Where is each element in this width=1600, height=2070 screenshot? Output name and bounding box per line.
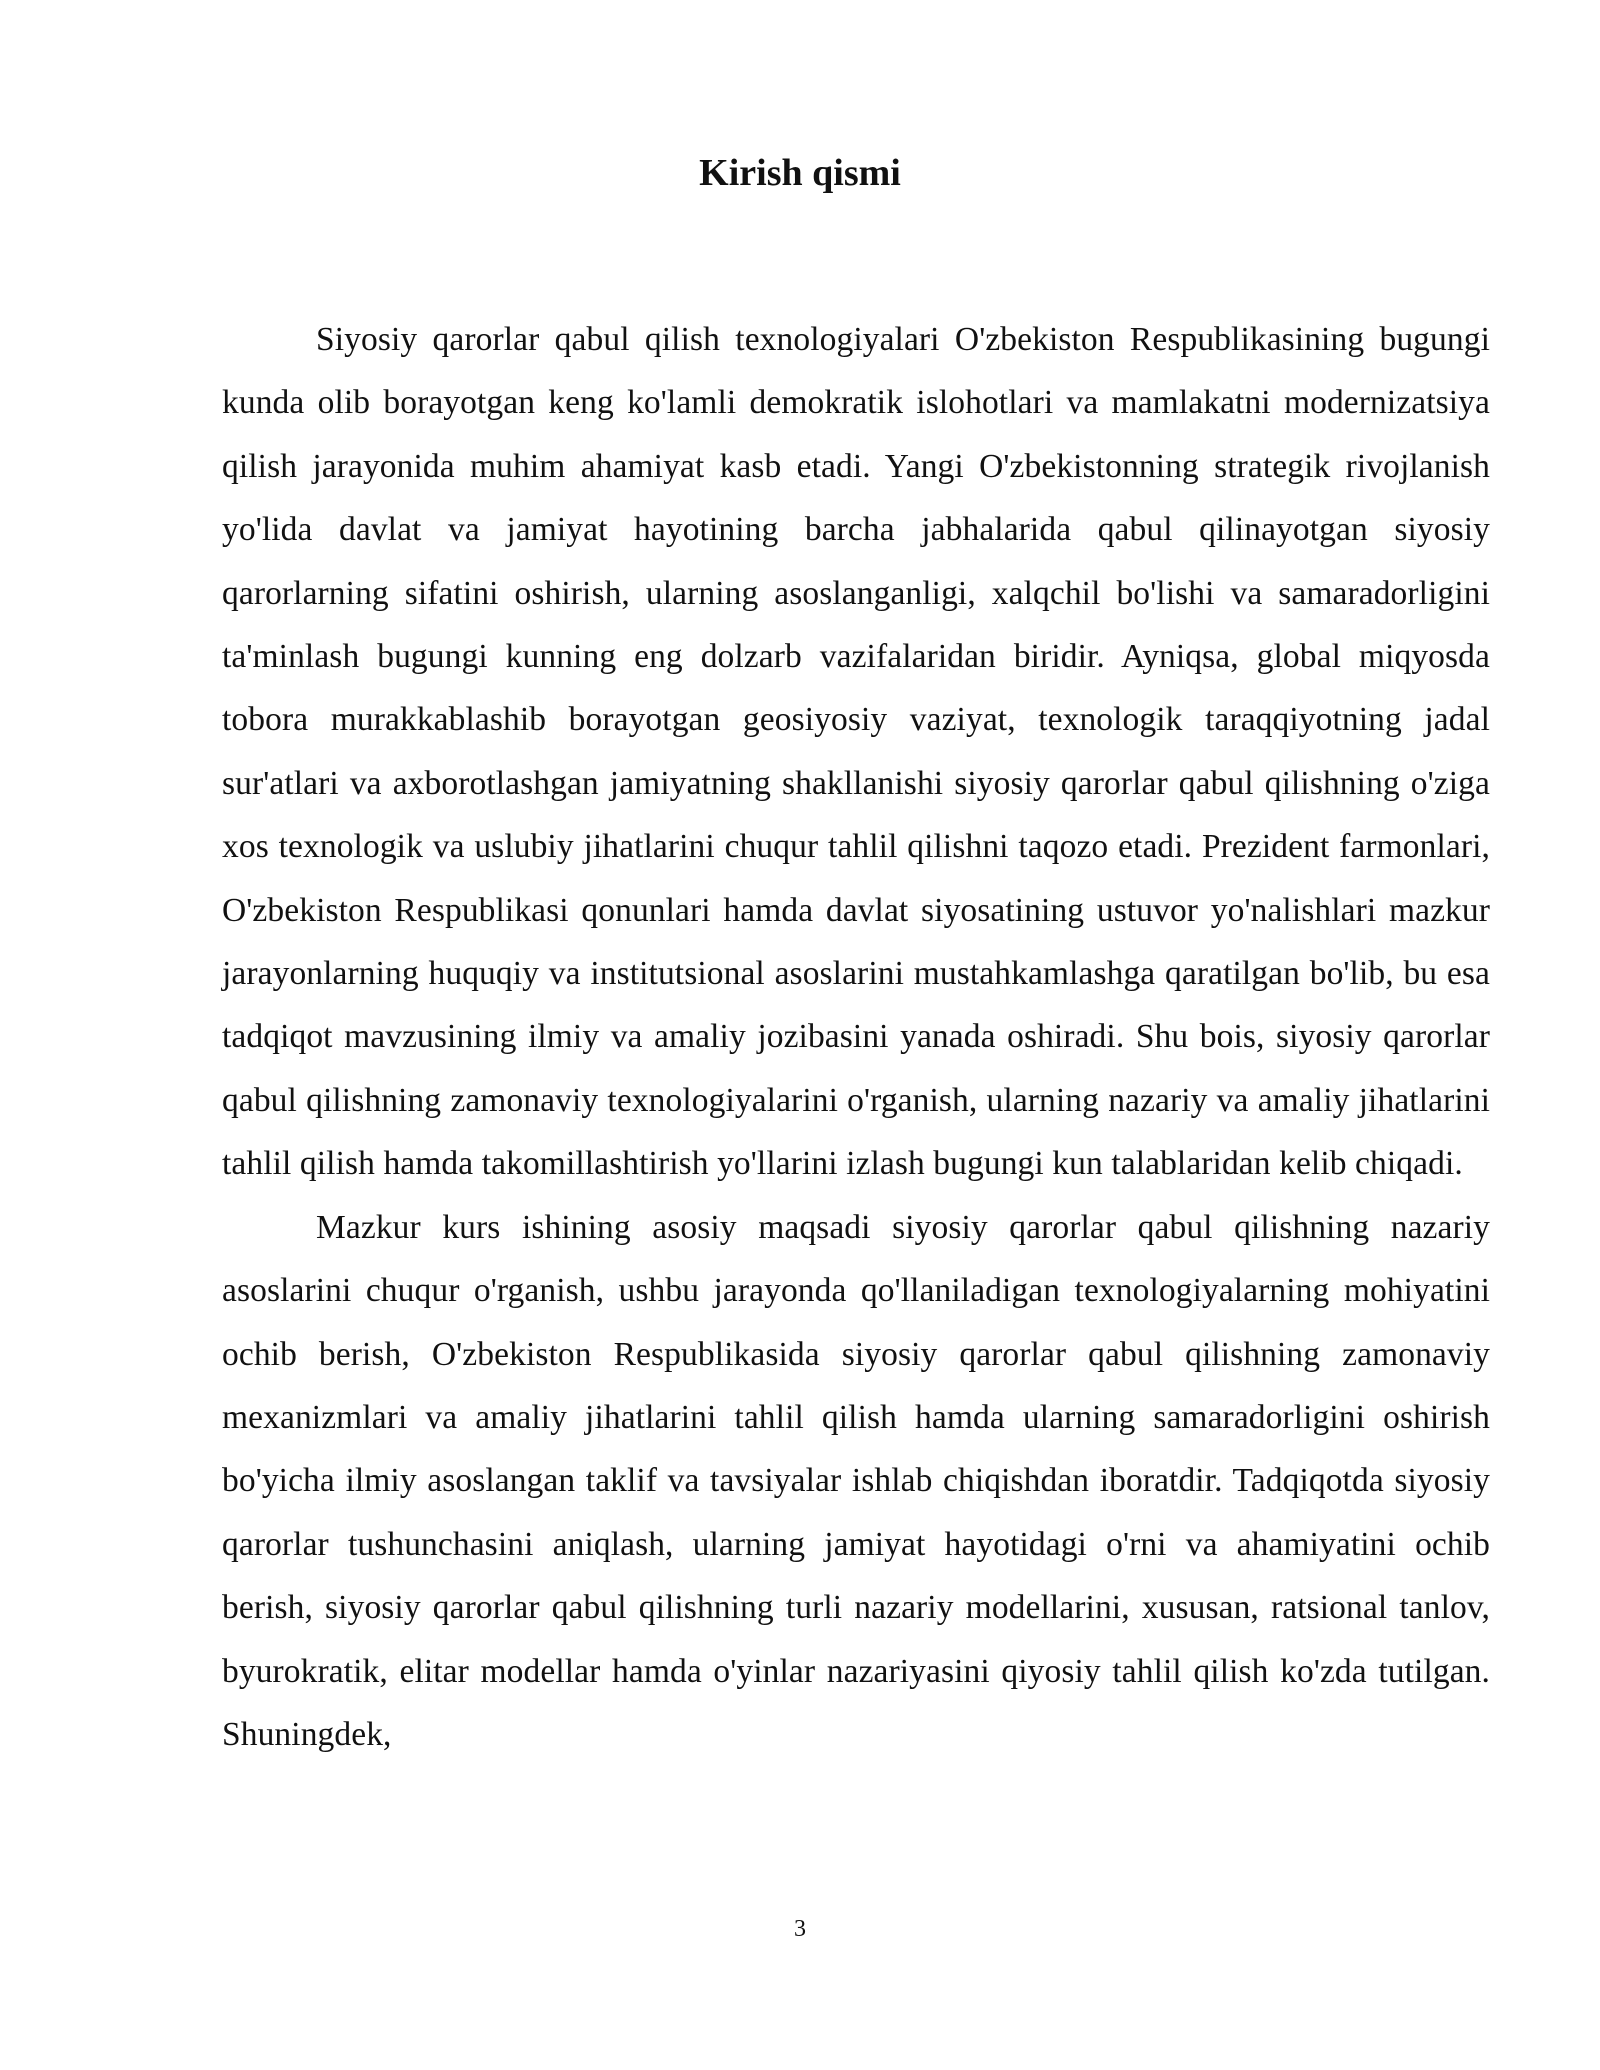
document-body <box>222 308 1490 1766</box>
paragraph-1: Siyosiy qarorlar qabul qilish texnologiyalari O'zbekiston Respublikasining bugungi kunda olib borayotgan keng ko'lamli demokratik islohotlari va mamlakatni modernizatsiya qilish jarayonida muhim ahamiyat kasb etadi. Yangi O'zbekistonning strategik rivojlanish yo'lida davlat va jamiyat hayotining barcha jabhalarida qabul qilinayotgan siyosiy qarorlarning sifatini oshirish, ularning asoslanganligi, xalqchil bo'lishi va samaradorligini ta'minlash bugungi kunning eng dolzarb vazifalaridan biridir. Ayniqsa, global miqyosda tobora murakkablashib borayotgan geosiyosiy vaziyat, texnologik taraqqiyotning jadal sur'atlari va axborotlashgan jamiyatning shakllanishi siyosiy qarorlar qabul qilishning o'ziga xos texnologik va uslubiy jihatlarini chuqur tahlil qilishni taqozo etadi. Prezident farmonlari, O'zbekiston Respublikasi qonunlari hamda davlat siyosatining ustuvor yo'nalishlari mazkur jarayonlarning huquqiy va institutsional asoslarini mustahkamlashga qaratilgan bo'lib, bu esa tadqiqot mavzusining ilmiy va amaliy jozibasini yanada oshiradi. Shu bois, siyosiy qarorlar qabul qilishning zamonaviy texnologiyalarini o'rganish, ularning nazariy va amaliy jihatlarini tahlil qilish hamda takomillashtirish yo'llarini izlash bugungi kun talablaridan kelib chiqadi. <box>222 321 1490 1183</box>
paragraph-2: Mazkur kurs ishining asosiy maqsadi siyosiy qarorlar qabul qilishning nazariy asoslarini chuqur o'rganish, ushbu jarayonda qo'llaniladigan texnologiyalarning mohiyatini ochib berish, O'zbekiston Respublikasida siyosiy qarorlar qabul qilishning zamonaviy mexanizmlari va amaliy jihatlarini tahlil qilish hamda ularning samaradorligini oshirish bo'yicha ilmiy asoslangan taklif va tavsiyalar ishlab chiqishdan iboratdir. Tadqiqotda siyosiy qarorlar tushunchasini aniqlash, ularning jamiyat hayotidagi o'rni va ahamiyatini ochib berish, siyosiy qarorlar qabul qilishning turli nazariy modellarini, xususan, ratsional tanlov, byurokratik, elitar modellar hamda o'yinlar nazariyasini qiyosiy tahlil qilish ko'zda tutilgan. Shuningdek, <box>222 1208 1490 1753</box>
page-title: Kirish qismi <box>699 152 901 194</box>
page-number: 3 <box>794 1916 806 1942</box>
